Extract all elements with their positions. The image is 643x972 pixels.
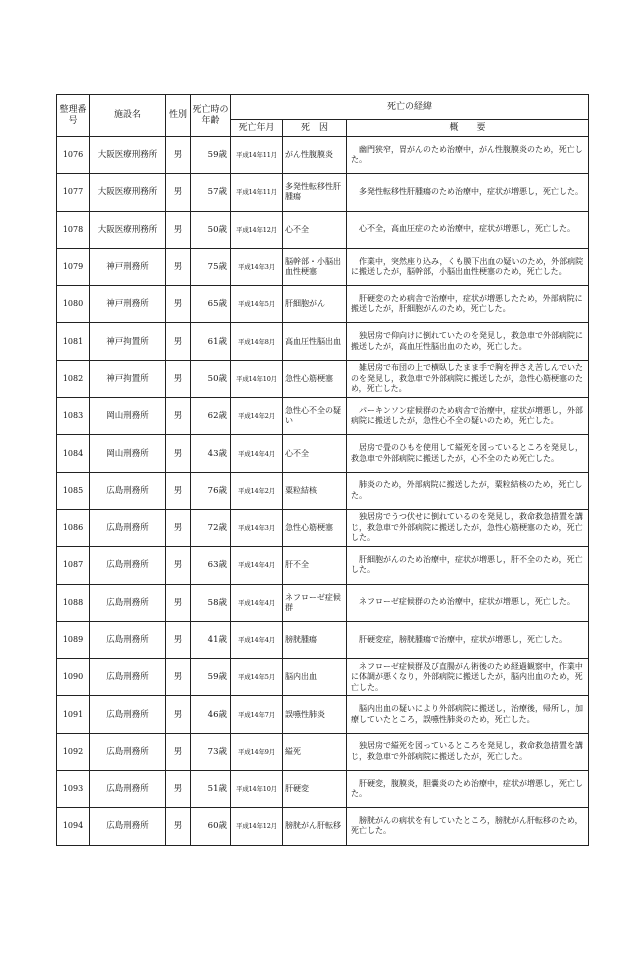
table-row xyxy=(57,808,589,845)
record-number: 1094 xyxy=(57,808,90,845)
summary: 肝硬変，腹膜炎，胆嚢炎のため治療中，症状が増悪し，死亡した。 xyxy=(347,771,589,808)
death-records-page xyxy=(56,94,588,846)
table-row xyxy=(57,174,589,211)
facility-name: 広島刑務所 xyxy=(90,584,166,621)
table-row xyxy=(57,621,589,658)
death-records-table xyxy=(56,94,589,846)
facility-name: 神戸刑務所 xyxy=(90,248,166,285)
facility-name: 大阪医療刑務所 xyxy=(90,174,166,211)
table-row xyxy=(57,360,589,397)
header-facility: 施設名 xyxy=(90,95,166,137)
header-cause: 死 因 xyxy=(283,120,347,137)
cause-of-death: 高血圧性脳出血 xyxy=(283,323,347,360)
summary: 肝硬変症，膀胱腫瘍で治療中，症状が増悪し，死亡した。 xyxy=(347,621,589,658)
age-at-death: 59歳 xyxy=(191,137,231,174)
table-row xyxy=(57,211,589,248)
record-number: 1088 xyxy=(57,584,90,621)
age-at-death: 72歳 xyxy=(191,509,231,546)
table-row xyxy=(57,584,589,621)
age-at-death: 41歳 xyxy=(191,621,231,658)
record-number: 1078 xyxy=(57,211,90,248)
cause-of-death: 肝不全 xyxy=(283,547,347,584)
death-date: 平成14年4月 xyxy=(231,435,283,472)
cause-of-death: 粟粒結核 xyxy=(283,472,347,509)
death-date: 平成14年4月 xyxy=(231,621,283,658)
facility-name: 広島刑務所 xyxy=(90,771,166,808)
record-number: 1089 xyxy=(57,621,90,658)
facility-name: 神戸拘置所 xyxy=(90,323,166,360)
facility-name: 岡山刑務所 xyxy=(90,435,166,472)
record-number: 1090 xyxy=(57,659,90,696)
header-circumstances: 死亡の経緯 xyxy=(231,95,589,120)
summary: 雑居房で布団の上で横臥したまま手で胸を押さえ苦しんでいたのを発見し，救急車で外部病院に搬送したが，急性心筋梗塞のため，死亡した。 xyxy=(347,360,589,397)
age-at-death: 46歳 xyxy=(191,696,231,733)
age-at-death: 63歳 xyxy=(191,547,231,584)
age-at-death: 76歳 xyxy=(191,472,231,509)
sex: 男 xyxy=(166,509,191,546)
death-date: 平成14年7月 xyxy=(231,696,283,733)
death-date: 平成14年3月 xyxy=(231,509,283,546)
header-row xyxy=(57,95,589,120)
cause-of-death: 膀胱がん肝転移 xyxy=(283,808,347,845)
cause-of-death: 誤嚥性肺炎 xyxy=(283,696,347,733)
facility-name: 広島刑務所 xyxy=(90,808,166,845)
table-row xyxy=(57,248,589,285)
sex: 男 xyxy=(166,286,191,323)
table-row xyxy=(57,733,589,770)
cause-of-death: 脳幹部・小脳出血性梗塞 xyxy=(283,248,347,285)
record-number: 1083 xyxy=(57,398,90,435)
cause-of-death: 脳内出血 xyxy=(283,659,347,696)
sex: 男 xyxy=(166,733,191,770)
cause-of-death: 心不全 xyxy=(283,435,347,472)
death-date: 平成14年5月 xyxy=(231,659,283,696)
death-date: 平成14年9月 xyxy=(231,733,283,770)
table-row xyxy=(57,137,589,174)
facility-name: 広島刑務所 xyxy=(90,659,166,696)
age-at-death: 43歳 xyxy=(191,435,231,472)
facility-name: 広島刑務所 xyxy=(90,621,166,658)
cause-of-death: がん性腹膜炎 xyxy=(283,137,347,174)
death-date: 平成14年10月 xyxy=(231,360,283,397)
sex: 男 xyxy=(166,584,191,621)
age-at-death: 51歳 xyxy=(191,771,231,808)
header-summary: 概 要 xyxy=(347,120,589,137)
table-row xyxy=(57,286,589,323)
record-number: 1077 xyxy=(57,174,90,211)
summary: 居房で畳のひもを使用して縊死を図っているところを発見し，救急車で外部病院に搬送したが，心不全のため死亡した。 xyxy=(347,435,589,472)
sex: 男 xyxy=(166,659,191,696)
cause-of-death: 急性心不全の疑い xyxy=(283,398,347,435)
sex: 男 xyxy=(166,621,191,658)
table-row xyxy=(57,659,589,696)
header-sex: 性別 xyxy=(166,95,191,137)
summary: 作業中，突然座り込み，くも膜下出血の疑いのため，外部病院に搬送したが，脳幹部，小脳出血性梗塞のため，死亡した。 xyxy=(347,248,589,285)
summary: 肝硬変のため病舎で治療中，症状が増悪したため，外部病院に搬送したが，肝細胞がんのため，死亡した。 xyxy=(347,286,589,323)
summary: パーキンソン症候群のため病舎で治療中，症状が増悪し，外部病院に搬送したが，急性心不全の疑いのため，死亡した。 xyxy=(347,398,589,435)
sex: 男 xyxy=(166,547,191,584)
table-row xyxy=(57,398,589,435)
facility-name: 岡山刑務所 xyxy=(90,398,166,435)
cause-of-death: 多発性転移性肝腫瘍 xyxy=(283,174,347,211)
death-date: 平成14年2月 xyxy=(231,472,283,509)
record-number: 1081 xyxy=(57,323,90,360)
age-at-death: 57歳 xyxy=(191,174,231,211)
table-row xyxy=(57,435,589,472)
cause-of-death: 肝細胞がん xyxy=(283,286,347,323)
cause-of-death: 肝硬変 xyxy=(283,771,347,808)
age-at-death: 61歳 xyxy=(191,323,231,360)
sex: 男 xyxy=(166,771,191,808)
cause-of-death: 膀胱腫瘍 xyxy=(283,621,347,658)
age-at-death: 62歳 xyxy=(191,398,231,435)
cause-of-death: 急性心筋梗塞 xyxy=(283,509,347,546)
sex: 男 xyxy=(166,211,191,248)
summary: 膀胱がんの病状を有していたところ，膀胱がん肝転移のため，死亡した。 xyxy=(347,808,589,845)
sex: 男 xyxy=(166,696,191,733)
death-date: 平成14年3月 xyxy=(231,248,283,285)
summary: 独居房でうつ伏せに倒れているのを発見し，救命救急措置を講じ，救急車で外部病院に搬送したが，急性心筋梗塞のため，死亡した。 xyxy=(347,509,589,546)
death-date: 平成14年5月 xyxy=(231,286,283,323)
sex: 男 xyxy=(166,360,191,397)
record-number: 1085 xyxy=(57,472,90,509)
facility-name: 広島刑務所 xyxy=(90,696,166,733)
table-row xyxy=(57,771,589,808)
death-date: 平成14年12月 xyxy=(231,211,283,248)
summary: 幽門狭窄，胃がんのため治療中，がん性腹膜炎のため，死亡した。 xyxy=(347,137,589,174)
summary: 肝細胞がんのため治療中，症状が増悪し，肝不全のため，死亡した。 xyxy=(347,547,589,584)
record-number: 1082 xyxy=(57,360,90,397)
sex: 男 xyxy=(166,435,191,472)
table-row xyxy=(57,547,589,584)
header-date: 死亡年月 xyxy=(231,120,283,137)
sex: 男 xyxy=(166,323,191,360)
summary: 肺炎のため，外部病院に搬送したが，粟粒結核のため，死亡した。 xyxy=(347,472,589,509)
header-no: 整理番号 xyxy=(57,95,90,137)
facility-name: 大阪医療刑務所 xyxy=(90,211,166,248)
summary: 脳内出血の疑いにより外部病院に搬送し，治療後，帰所し，加療していたところ，誤嚥性肺炎のため，死亡した。 xyxy=(347,696,589,733)
record-number: 1086 xyxy=(57,509,90,546)
death-date: 平成14年10月 xyxy=(231,771,283,808)
death-date: 平成14年12月 xyxy=(231,808,283,845)
record-number: 1091 xyxy=(57,696,90,733)
facility-name: 神戸刑務所 xyxy=(90,286,166,323)
table-row xyxy=(57,323,589,360)
sex: 男 xyxy=(166,248,191,285)
facility-name: 神戸拘置所 xyxy=(90,360,166,397)
record-number: 1080 xyxy=(57,286,90,323)
age-at-death: 50歳 xyxy=(191,360,231,397)
sex: 男 xyxy=(166,174,191,211)
death-date: 平成14年8月 xyxy=(231,323,283,360)
table-body xyxy=(57,137,589,846)
age-at-death: 60歳 xyxy=(191,808,231,845)
cause-of-death: 縊死 xyxy=(283,733,347,770)
facility-name: 広島刑務所 xyxy=(90,733,166,770)
death-date: 平成14年2月 xyxy=(231,398,283,435)
summary: ネフローゼ症候群のため治療中，症状が増悪し，死亡した。 xyxy=(347,584,589,621)
table-row xyxy=(57,696,589,733)
cause-of-death: ネフローゼ症候群 xyxy=(283,584,347,621)
age-at-death: 50歳 xyxy=(191,211,231,248)
record-number: 1093 xyxy=(57,771,90,808)
death-date: 平成14年11月 xyxy=(231,174,283,211)
summary: 多発性転移性肝腫瘍のため治療中，症状が増悪し，死亡した。 xyxy=(347,174,589,211)
record-number: 1084 xyxy=(57,435,90,472)
facility-name: 広島刑務所 xyxy=(90,472,166,509)
header-age: 死亡時の年齢 xyxy=(191,95,231,137)
summary: 独居房で仰向けに倒れていたのを発見し，救急車で外部病院に搬送したが，高血圧性脳出血のため，死亡した。 xyxy=(347,323,589,360)
cause-of-death: 心不全 xyxy=(283,211,347,248)
age-at-death: 73歳 xyxy=(191,733,231,770)
summary: ネフローゼ症候群及び直腸がん術後のため経過観察中，作業中に体調が悪くなり，外部病院に搬送したが，脳内出血のため，死亡した。 xyxy=(347,659,589,696)
sex: 男 xyxy=(166,398,191,435)
death-date: 平成14年4月 xyxy=(231,547,283,584)
facility-name: 大阪医療刑務所 xyxy=(90,137,166,174)
age-at-death: 58歳 xyxy=(191,584,231,621)
table-row xyxy=(57,472,589,509)
summary: 心不全，高血圧症のため治療中，症状が増悪し，死亡した。 xyxy=(347,211,589,248)
record-number: 1079 xyxy=(57,248,90,285)
facility-name: 広島刑務所 xyxy=(90,509,166,546)
cause-of-death: 急性心筋梗塞 xyxy=(283,360,347,397)
record-number: 1087 xyxy=(57,547,90,584)
death-date: 平成14年4月 xyxy=(231,584,283,621)
age-at-death: 65歳 xyxy=(191,286,231,323)
record-number: 1076 xyxy=(57,137,90,174)
age-at-death: 59歳 xyxy=(191,659,231,696)
sex: 男 xyxy=(166,808,191,845)
sex: 男 xyxy=(166,472,191,509)
sex: 男 xyxy=(166,137,191,174)
summary: 独居房で縊死を図っているところを発見し，救命救急措置を講じ，救急車で外部病院に搬送したが，死亡した。 xyxy=(347,733,589,770)
table-row xyxy=(57,509,589,546)
age-at-death: 75歳 xyxy=(191,248,231,285)
facility-name: 広島刑務所 xyxy=(90,547,166,584)
death-date: 平成14年11月 xyxy=(231,137,283,174)
record-number: 1092 xyxy=(57,733,90,770)
